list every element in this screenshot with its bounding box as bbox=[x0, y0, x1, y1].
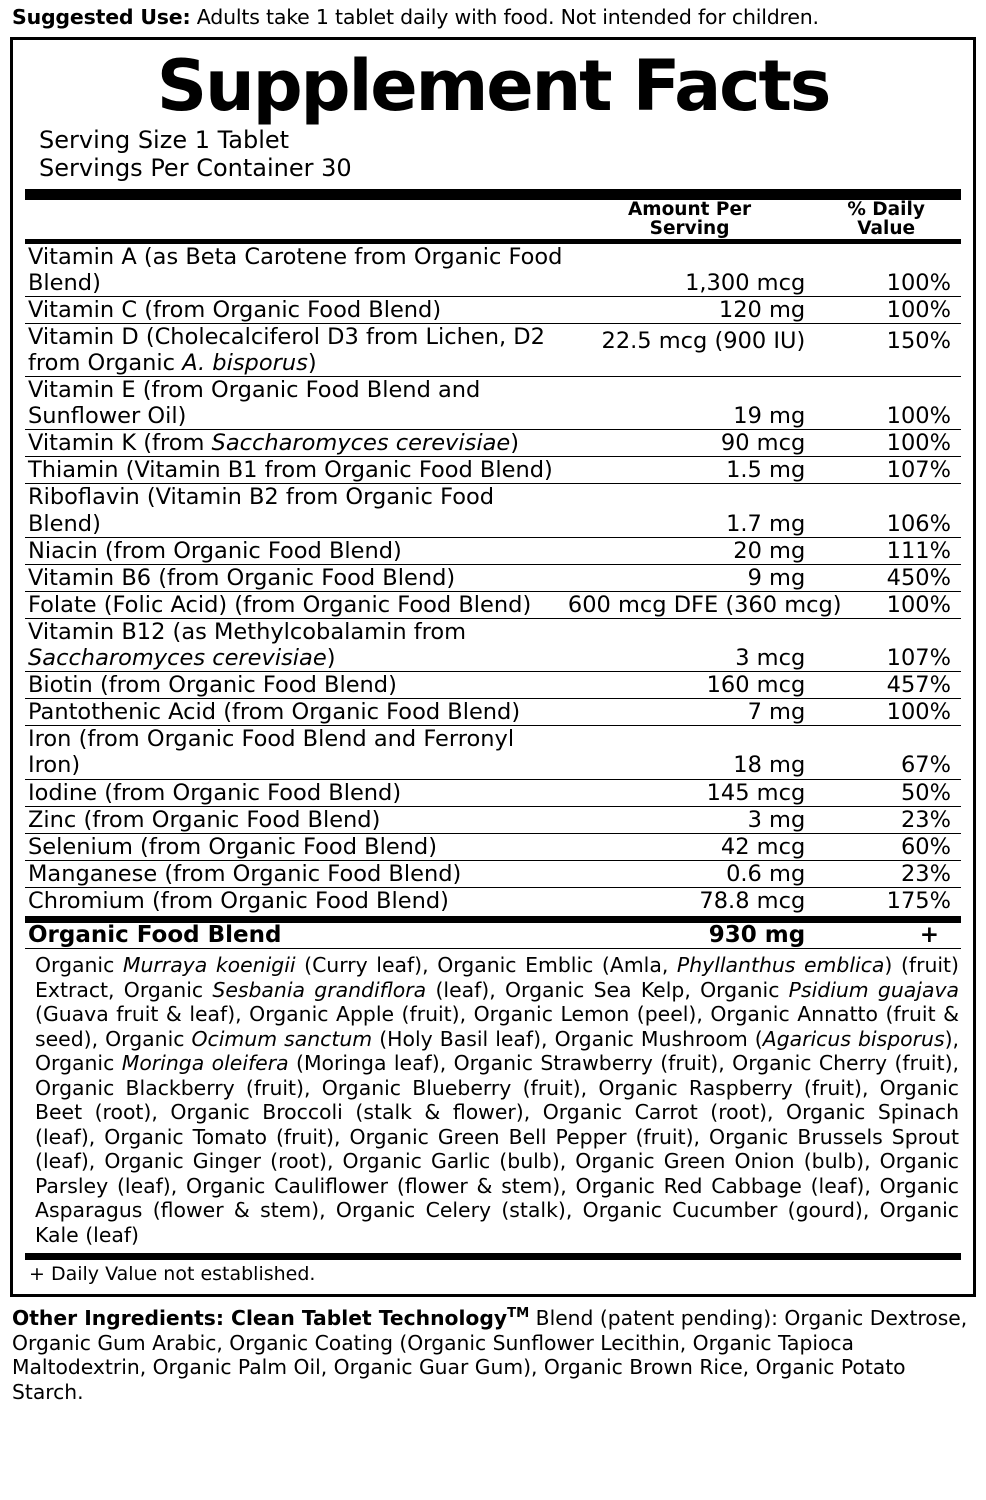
supplement-facts-panel bbox=[10, 37, 976, 1297]
footer-divider bbox=[25, 1253, 961, 1260]
nutrient-amount: 120 mg bbox=[568, 296, 811, 323]
nutrient-name: Riboflavin (Vitamin B2 from Organic Food Blend) bbox=[25, 484, 568, 537]
nutrient-name: Vitamin B12 (as Methylcobalamin from Saccharomyces cerevisiae) bbox=[25, 618, 568, 671]
nutrient-daily-value: 50% bbox=[811, 779, 961, 806]
nutrient-amount: 90 mcg bbox=[568, 430, 811, 457]
nutrient-amount: 145 mcg bbox=[568, 779, 811, 806]
table-header-row bbox=[25, 200, 961, 239]
nutrient-daily-value: 60% bbox=[811, 833, 961, 860]
nutrient-name: Chromium (from Organic Food Blend) bbox=[28, 887, 449, 914]
nutrient-daily-value: 100% bbox=[811, 699, 961, 726]
nutrient-amount: 19 mg bbox=[568, 377, 811, 430]
nutrient-daily-value: 107% bbox=[811, 457, 961, 484]
table-row bbox=[25, 564, 961, 591]
nutrient-daily-value: 450% bbox=[811, 564, 961, 591]
nutrient-rows-body bbox=[25, 244, 961, 914]
blend-amount: 930 mg bbox=[708, 921, 806, 948]
table-row bbox=[25, 537, 961, 564]
table-row bbox=[25, 484, 961, 537]
nutrient-name: Biotin (from Organic Food Blend) bbox=[25, 672, 568, 699]
nutrient-daily-value: 100% bbox=[811, 377, 961, 430]
nutrient-daily-value: 111% bbox=[811, 537, 961, 564]
header-blank bbox=[25, 200, 568, 239]
blend-dv: + bbox=[919, 921, 939, 948]
suggested-use-line bbox=[12, 6, 976, 30]
nutrient-amount: 600 mcg DFE (360 mcg) bbox=[567, 591, 842, 618]
table-row bbox=[25, 726, 961, 779]
blend-name: Organic Food Blend bbox=[28, 921, 282, 948]
table-row bbox=[25, 833, 961, 860]
nutrient-name: Thiamin (Vitamin B1 from Organic Food Blend) bbox=[25, 457, 568, 484]
thick-divider-top bbox=[25, 189, 961, 200]
nutrient-amount: 3 mcg bbox=[568, 618, 811, 671]
header-amount-per-serving bbox=[568, 200, 811, 239]
nutrient-daily-value: 100% bbox=[811, 296, 961, 323]
table-row bbox=[25, 672, 961, 699]
page-title: Supplement Facts bbox=[156, 44, 830, 127]
table-row bbox=[25, 296, 961, 323]
table-row bbox=[25, 618, 961, 671]
table-row bbox=[25, 860, 961, 887]
nutrient-name: Selenium (from Organic Food Blend) bbox=[25, 833, 568, 860]
suggested-use-label: Suggested Use: bbox=[12, 5, 191, 29]
nutrient-daily-value: 23% bbox=[811, 806, 961, 833]
table-row bbox=[25, 244, 961, 297]
table-row bbox=[25, 887, 961, 914]
nutrient-daily-value: 100% bbox=[811, 244, 961, 297]
nutrient-name: Zinc (from Organic Food Blend) bbox=[25, 806, 568, 833]
nutrient-amount: 1.5 mg bbox=[568, 457, 811, 484]
nutrient-name: Vitamin K (from Saccharomyces cerevisiae) bbox=[25, 430, 568, 457]
table-row bbox=[25, 457, 961, 484]
table-row bbox=[25, 323, 961, 376]
nutrient-name: Vitamin A (as Beta Carotene from Organic Food Blend) bbox=[25, 244, 568, 297]
table-row bbox=[25, 806, 961, 833]
serving-size: Serving Size 1 Tablet bbox=[39, 126, 290, 155]
table-row bbox=[25, 779, 961, 806]
nutrient-name: Niacin (from Organic Food Blend) bbox=[25, 537, 568, 564]
nutrient-daily-value: 106% bbox=[811, 484, 961, 537]
nutrient-amount: 20 mg bbox=[568, 537, 811, 564]
header-daily-value bbox=[811, 200, 961, 239]
suggested-use-text: Adults take 1 tablet daily with food. Not intended for children. bbox=[190, 5, 819, 29]
header-dv-line1: % Daily bbox=[847, 198, 925, 220]
nutrient-name: Vitamin B6 (from Organic Food Blend) bbox=[25, 564, 568, 591]
nutrient-amount: 9 mg bbox=[568, 564, 811, 591]
daily-value-note: + Daily Value not established. bbox=[29, 1263, 316, 1286]
nutrient-daily-value: 457% bbox=[811, 672, 961, 699]
nutrient-rows-table bbox=[25, 244, 961, 914]
nutrient-daily-value: 100% bbox=[811, 430, 961, 457]
nutrient-amount: 42 mcg bbox=[568, 833, 811, 860]
nutrient-daily-value: 107% bbox=[811, 618, 961, 671]
nutrient-name: Manganese (from Organic Food Blend) bbox=[25, 860, 568, 887]
nutrient-name: Folate (Folic Acid) (from Organic Food Blend) bbox=[25, 591, 568, 618]
nutrition-table bbox=[25, 200, 961, 239]
table-row bbox=[25, 430, 961, 457]
blend-ingredients-text: Organic Murraya koenigii (Curry leaf), Organic Emblic (Amla, Phyllanthus emblica) (fruit) Extract, Organic Sesbania grandiflora (leaf), Organic Sea Kelp, Organic Psidium guajava (Guava fruit & leaf), Organic Apple (fruit), Organic Lemon (peel), Organic Annatto (fruit & seed), Organic Ocimum sanctum (Holy Basil leaf), Organic Mushroom (Agaricus bisporus), Organic Moringa oleifera (Moringa leaf), Organic Strawberry (fruit), Organic Cherry (fruit), Organic Blackberry (fruit), Organic Blueberry (fruit), Organic Raspberry (fruit), Organic Beet (root), Organic Broccoli (stalk & flower), Organic Carrot (root), Organic Spinach (leaf), Organic Tomato (fruit), Organic Green Bell Pepper (fruit), Organic Brussels Sprout (leaf), Organic Ginger (root), Organic Garlic (bulb), Organic Green Onion (bulb), Organic Parsley (leaf), Organic Cauliflower (flower & stem), Organic Red Cabbage (leaf), Organic Asparagus (flower & stem), Organic Celery (stalk), Organic Cucumber (gourd), Organic Kale (leaf) bbox=[35, 953, 960, 1247]
other-ingredients-brand: Clean Tablet Technology bbox=[224, 1305, 508, 1330]
serving-info bbox=[39, 126, 961, 183]
nutrient-daily-value: 67% bbox=[811, 726, 961, 779]
table-row bbox=[25, 923, 961, 948]
table-row bbox=[25, 377, 961, 430]
nutrient-daily-value: 23% bbox=[811, 860, 961, 887]
nutrient-daily-value: 150% bbox=[811, 323, 961, 376]
nutrient-amount: 7 mg bbox=[568, 699, 811, 726]
other-ingredients-text: Blend (patent pending): Organic Dextrose, Organic Gum Arabic, Organic Coating (Organic Sunflower Lecithin, Organic Tapioca Maltodextrin, Organic Palm Oil, Organic Guar Gum), Organic Brown Rice, Organic Potato Starch. bbox=[12, 1305, 968, 1405]
nutrient-amount: 160 mcg bbox=[568, 672, 811, 699]
nutrient-amount: 22.5 mcg (900 IU) bbox=[568, 323, 811, 376]
nutrient-name: Vitamin E (from Organic Food Blend and Sunflower Oil) bbox=[25, 377, 568, 430]
nutrient-daily-value: 175% bbox=[886, 887, 951, 914]
trademark-mark: TM bbox=[507, 1306, 530, 1322]
table-row bbox=[25, 591, 961, 618]
other-ingredients-label: Other Ingredients: bbox=[12, 1305, 224, 1330]
nutrient-name: Vitamin D (Cholecalciferol D3 from Lichen, D2 from Organic A. bisporus) bbox=[25, 323, 568, 376]
blend-table bbox=[25, 923, 961, 948]
nutrient-amount: 18 mg bbox=[568, 726, 811, 779]
header-amount-line2: Serving bbox=[649, 218, 730, 240]
nutrient-amount: 0.6 mg bbox=[568, 860, 811, 887]
servings-per-container: Servings Per Container 30 bbox=[39, 154, 352, 183]
nutrient-name: Vitamin C (from Organic Food Blend) bbox=[25, 296, 568, 323]
nutrient-amount: 1.7 mg bbox=[568, 484, 811, 537]
nutrient-amount: 3 mg bbox=[568, 806, 811, 833]
nutrient-amount: 1,300 mcg bbox=[568, 244, 811, 297]
other-ingredients bbox=[12, 1306, 974, 1405]
table-row bbox=[25, 699, 961, 726]
nutrient-name: Iodine (from Organic Food Blend) bbox=[25, 779, 568, 806]
header-dv-line2: Value bbox=[857, 218, 916, 240]
header-amount-line1: Amount Per bbox=[627, 198, 752, 220]
nutrient-amount: 78.8 mcg bbox=[699, 887, 806, 914]
nutrient-name: Iron (from Organic Food Blend and Ferronyl Iron) bbox=[25, 726, 568, 779]
nutrient-daily-value: 100% bbox=[811, 591, 961, 618]
nutrient-name: Pantothenic Acid (from Organic Food Blend) bbox=[25, 699, 568, 726]
